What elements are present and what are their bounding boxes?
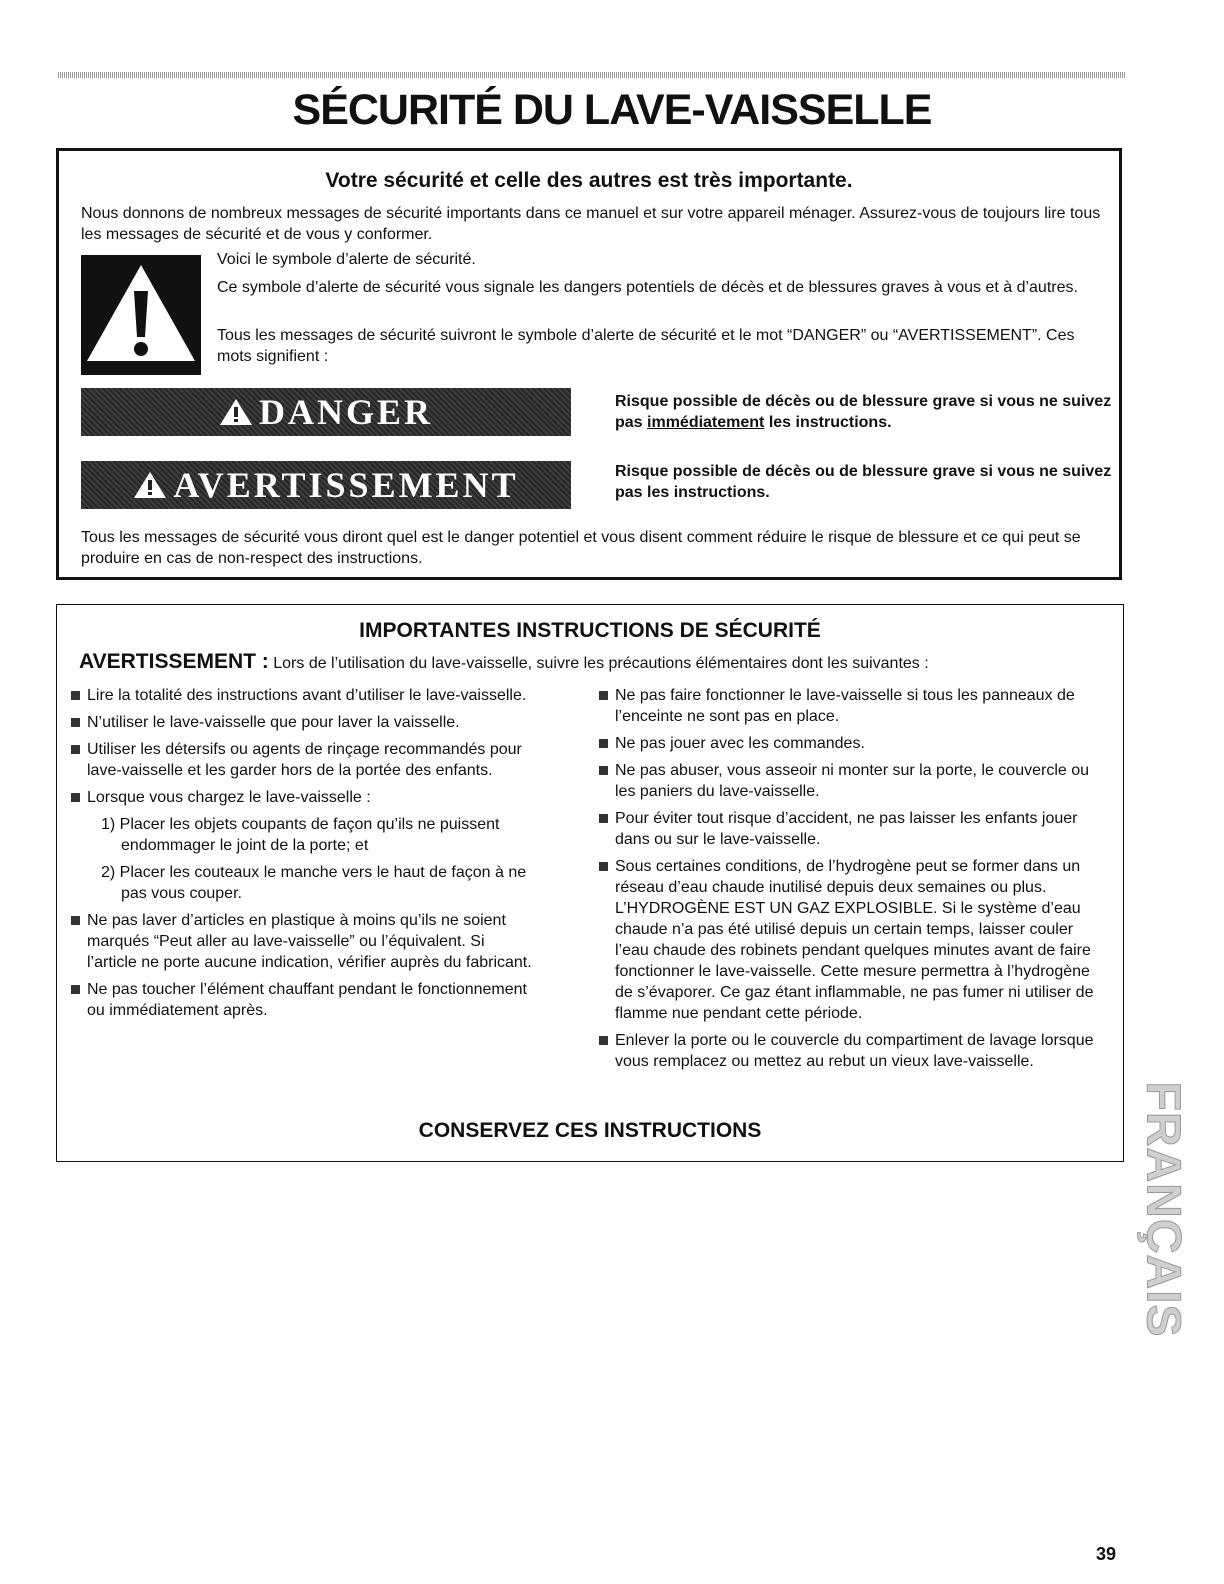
square-bullet-icon [71,985,80,994]
language-tab-label: FRANÇAIS [1136,1081,1190,1337]
safety-closing-text: Tous les messages de sécurité vous diront quel est le danger potentiel et vous disent comment réduire le risque de blessure et ce qui peut se produire en cas de non-respect des instructions. [81,529,1081,567]
list-item: Ne pas abuser, vous asseoir ni monter sur la porte, le couvercle ou les paniers du lave-vaisselle. [595,760,1105,802]
safety-intro-box [56,148,1122,580]
warning-triangle-icon [219,397,253,427]
list-subitem: 2) Placer les couteaux le manche vers le haut de façon à ne pas vous couper. [101,864,527,902]
page-number: 39 [1096,1544,1117,1564]
square-bullet-icon [71,691,80,700]
warning-banner [81,461,571,509]
danger-description [615,391,1115,433]
square-bullet-icon [71,793,80,802]
square-bullet-icon [599,739,608,748]
safety-intro-heading: Votre sécurité et celle des autres est très importante. [325,169,853,192]
top-rule [58,72,1126,78]
warning-description: Risque possible de décès ou de blessure grave si vous ne suivez pas les instructions. [615,463,1112,501]
list-item: Lorsque vous chargez le lave-vaisselle : [67,787,537,808]
symbol-line-1: Voici le symbole d’alerte de sécurité. [217,251,476,268]
language-side-tab [1133,1074,1193,1344]
list-item: Lire la totalité des instructions avant d’utiliser le lave-vaisselle. [67,685,537,706]
warning-label: AVERTISSEMENT [173,465,519,505]
square-bullet-icon [71,718,80,727]
list-item: N’utiliser le lave-vaisselle que pour laver la vaisselle. [67,712,537,733]
instructions-right-column [595,685,1105,1078]
square-bullet-icon [599,766,608,775]
warning-line [79,651,1109,675]
danger-description-end: les instructions. [764,414,892,431]
square-bullet-icon [599,814,608,823]
list-item: Enlever la porte ou le couvercle du compartiment de lavage lorsque vous remplacez ou mettez au rebut un vieux lave-vaisselle. [595,1030,1105,1072]
warning-triangle-icon [133,470,167,500]
list-item: Ne pas laver d’articles en plastique à moins qu’ils ne soient marqués “Peut aller au lave-vaisselle” ou l’équivalent. Si l’article ne porte aucune indication, vérifier auprès du fabricant. [67,910,537,973]
square-bullet-icon [71,745,80,754]
warning-text: Lors de l’utilisation du lave-vaisselle, suivre les précautions élémentaires dont les suivantes : [268,655,929,672]
danger-description-start: Risque possible de décès ou de blessure grave si vous ne suivez pas [615,393,1112,431]
page-title: SÉCURITÉ DU LAVE-VAISSELLE [292,86,932,134]
danger-label: DANGER [258,392,433,432]
safety-alert-icon [81,255,201,375]
list-item: Ne pas toucher l’élément chauffant pendant le fonctionnement ou immédiatement après. [67,979,537,1021]
square-bullet-icon [599,1036,608,1045]
list-subitem: 1) Placer les objets coupants de façon qu’ils ne puissent endommager le joint de la porte; et [101,816,500,854]
save-instructions-footer: CONSERVEZ CES INSTRUCTIONS [418,1119,762,1142]
symbol-line-3: Tous les messages de sécurité suivront le symbole d’alerte de sécurité et le mot “DANGER” ou “AVERTISSEMENT”. Ces mots signifient : [217,327,1075,365]
symbol-line-2: Ce symbole d’alerte de sécurité vous signale les dangers potentiels de décès et de blessures graves à vous et à d’autres. [217,279,1078,296]
list-item: Sous certaines conditions, de l’hydrogène peut se former dans un réseau d’eau chaude inutilisé depuis deux semaines ou plus. L’HYDROGÈNE EST UN GAZ EXPLOSIBLE. Si le système d’eau chaude n’a pas été utilisé depuis un certain temps, laisser couler l’eau chaude des robinets pendant quelques minutes avant de faire fonctionner le lave-vaisselle. Cette mesure permettra à l’hydrogène de s’évaporer. Ce gaz étant inflammable, ne pas fumer ni utiliser de flamme nue pendant cette période. [595,856,1105,1024]
square-bullet-icon [599,862,608,871]
square-bullet-icon [599,691,608,700]
safety-intro-text: Nous donnons de nombreux messages de sécurité importants dans ce manuel et sur votre appareil ménager. Assurez-vous de toujours lire tous les messages de sécurité et de vous y conformer. [81,205,1101,243]
list-item: Pour éviter tout risque d’accident, ne pas laisser les enfants jouer dans ou sur le lave-vaisselle. [595,808,1105,850]
list-item: Ne pas faire fonctionner le lave-vaisselle si tous les panneaux de l’enceinte ne sont pas en place. [595,685,1105,727]
danger-description-emphasis: immédiatement [647,414,765,431]
square-bullet-icon [71,916,80,925]
list-item: Ne pas jouer avec les commandes. [595,733,1105,754]
danger-banner [81,388,571,436]
instructions-left-column [67,685,537,1027]
warning-lead: AVERTISSEMENT : [79,650,269,673]
list-item: Utiliser les détersifs ou agents de rinçage recommandés pour lave-vaisselle et les garder hors de la portée des enfants. [67,739,537,781]
instructions-heading: IMPORTANTES INSTRUCTIONS DE SÉCURITÉ [359,619,821,642]
important-instructions-box [56,604,1124,1162]
